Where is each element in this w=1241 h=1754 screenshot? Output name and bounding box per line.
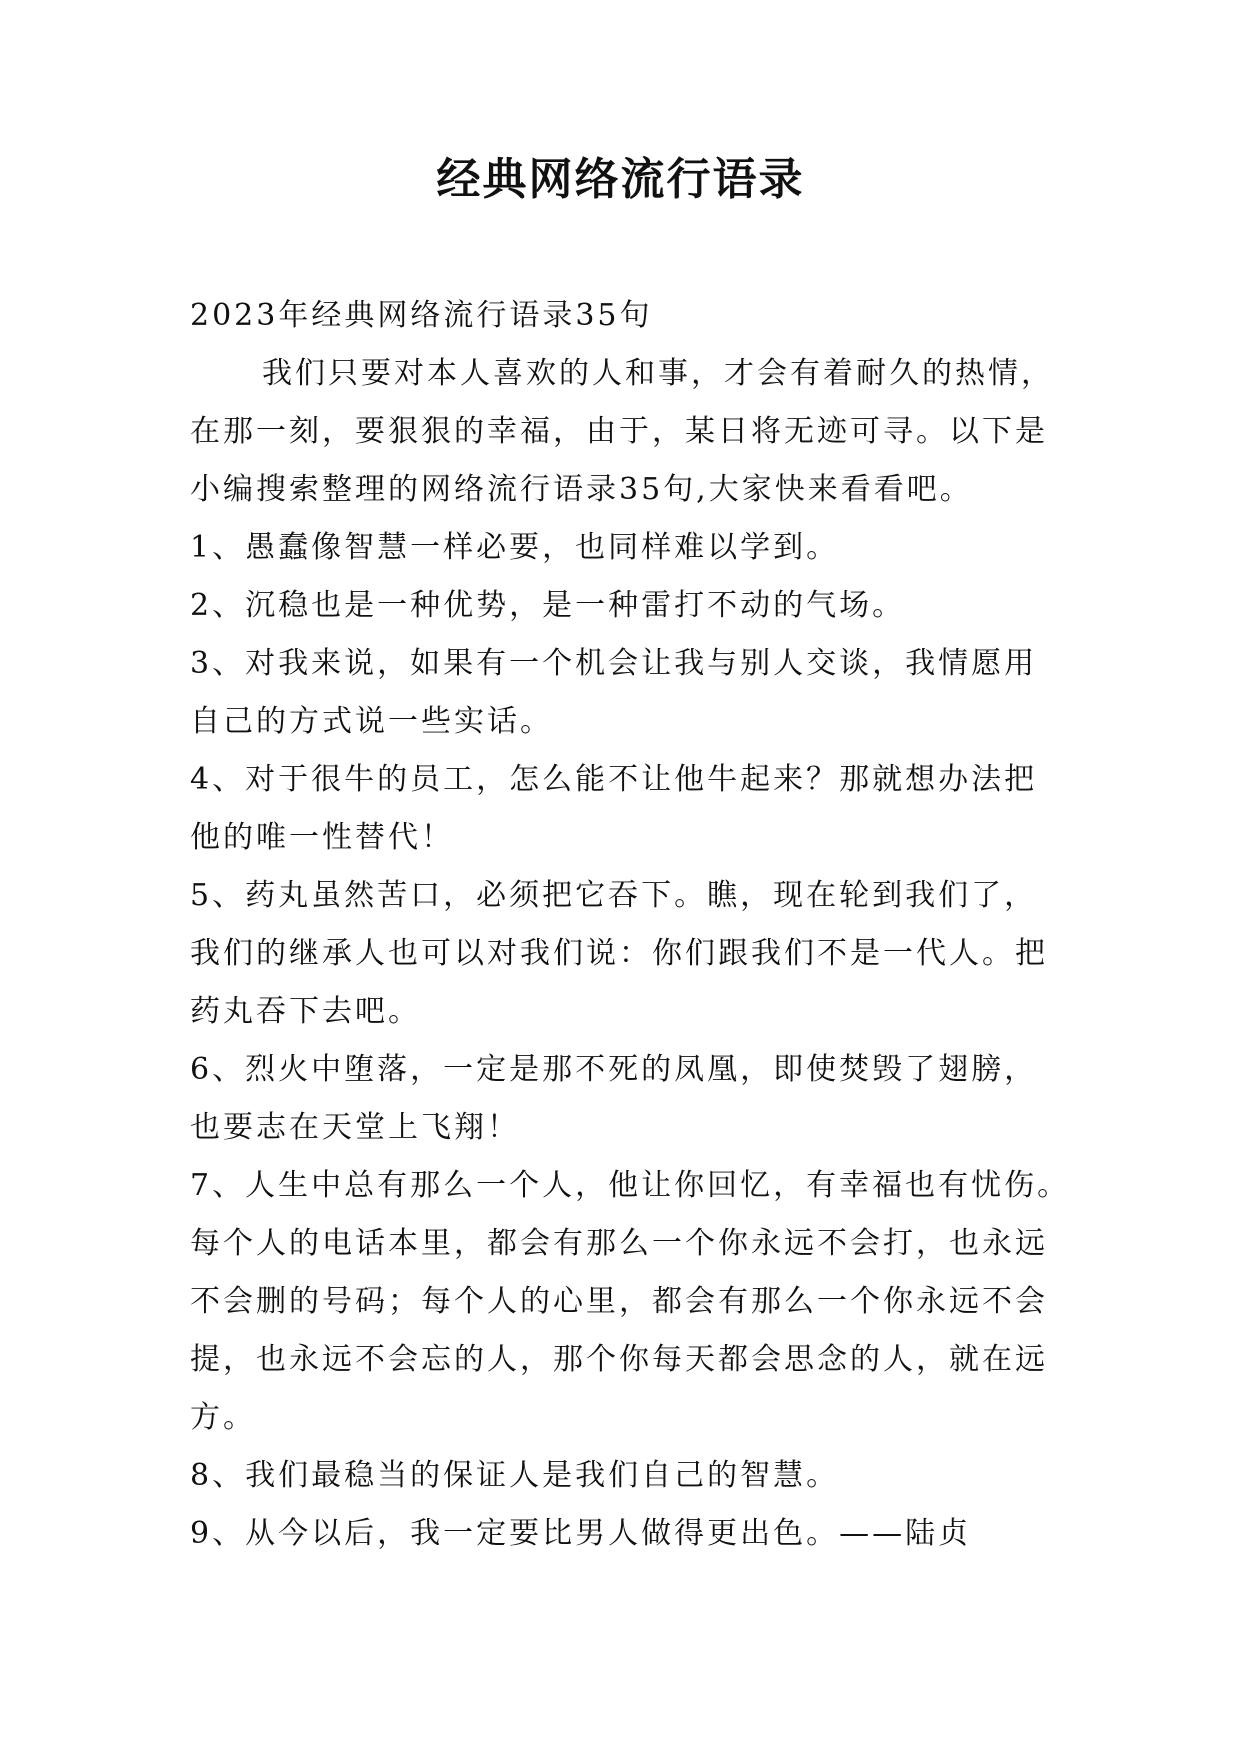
quote-line: 9、从今以后，我一定要比男人做得更出色。——陆贞 bbox=[190, 1516, 972, 1551]
intro-line: 我们只要对本人喜欢的人和事，才会有着耐久的热情， bbox=[262, 356, 1054, 391]
quote-line: 我们的继承人也可以对我们说：你们跟我们不是一代人。把 bbox=[190, 936, 1048, 971]
quote-line: 方。 bbox=[190, 1400, 256, 1435]
quote-line: 3、对我来说，如果有一个机会让我与别人交谈，我情愿用 bbox=[190, 646, 1038, 681]
quote-line: 7、人生中总有那么一个人，他让你回忆，有幸福也有忧伤。 bbox=[190, 1168, 1071, 1203]
quote-line: 5、药丸虽然苦口，必须把它吞下。瞧，现在轮到我们了， bbox=[190, 878, 1038, 913]
quote-line: 提，也永远不会忘的人，那个你每天都会思念的人，就在远 bbox=[190, 1342, 1048, 1377]
quote-line: 药丸吞下去吧。 bbox=[190, 994, 421, 1029]
intro-line: 小编搜索整理的网络流行语录35句,大家快来看看吧。 bbox=[190, 472, 973, 507]
quote-line: 也要志在天堂上飞翔！ bbox=[190, 1110, 520, 1145]
quote-line: 8、我们最稳当的保证人是我们自己的智慧。 bbox=[190, 1458, 840, 1493]
quote-line: 2、沉稳也是一种优势，是一种雷打不动的气场。 bbox=[190, 588, 906, 623]
quote-line: 不会删的号码；每个人的心里，都会有那么一个你永远不会 bbox=[190, 1284, 1048, 1319]
quote-line: 自己的方式说一些实话。 bbox=[190, 704, 553, 739]
quote-line: 4、对于很牛的员工，怎么能不让他牛起来？那就想办法把 bbox=[190, 762, 1038, 797]
intro-line: 在那一刻，要狠狠的幸福，由于，某日将无迹可寻。以下是 bbox=[190, 414, 1048, 449]
quote-line: 每个人的电话本里，都会有那么一个你永远不会打，也永远 bbox=[190, 1226, 1048, 1261]
document-body bbox=[190, 287, 1070, 1563]
subtitle-line: 2023年经典网络流行语录35句 bbox=[190, 298, 653, 333]
document-title: 经典网络流行语录 bbox=[436, 154, 805, 205]
quote-line: 1、愚蠢像智慧一样必要，也同样难以学到。 bbox=[190, 530, 840, 565]
quote-line: 他的唯一性替代！ bbox=[190, 820, 454, 855]
quote-line: 6、烈火中堕落，一定是那不死的凤凰，即使焚毁了翅膀， bbox=[190, 1052, 1038, 1087]
